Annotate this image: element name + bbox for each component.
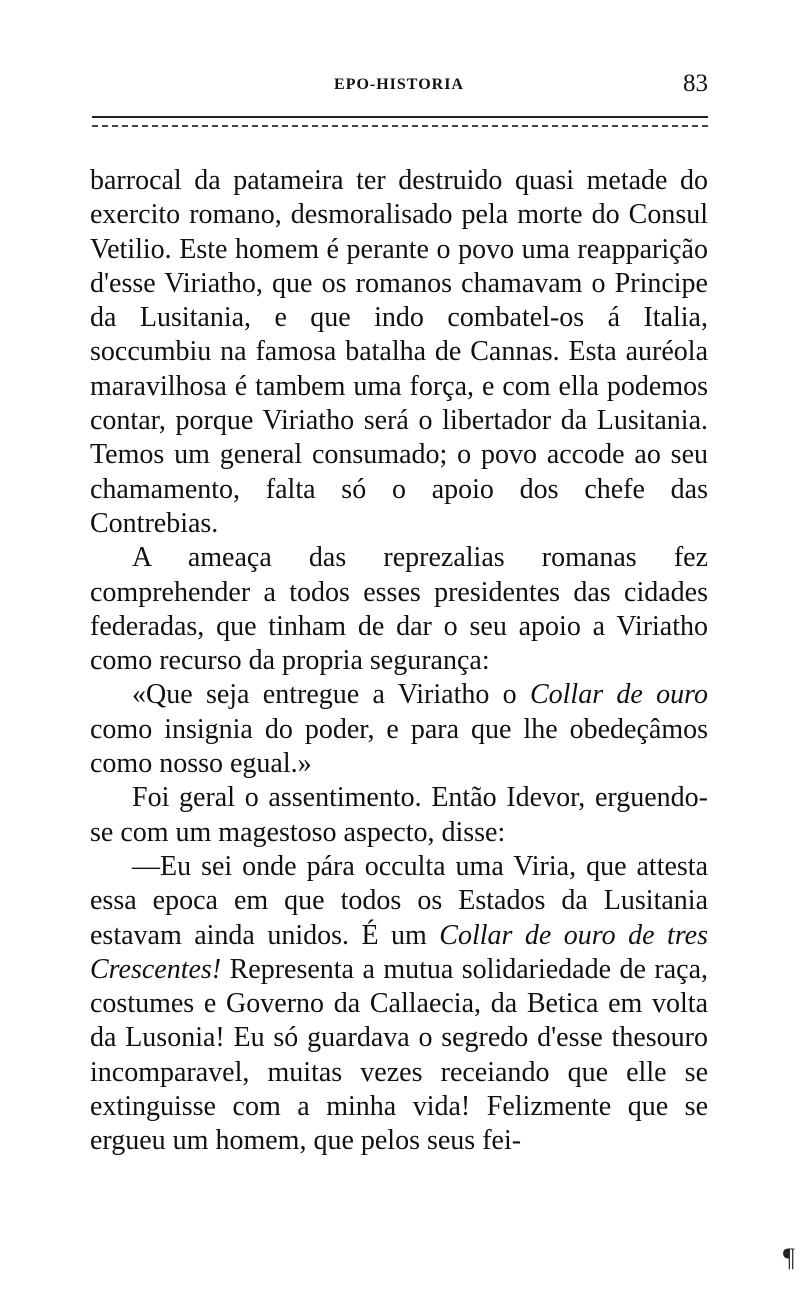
paragraph-4 [90, 781, 708, 850]
text-line: como nosso egual.» [90, 748, 312, 780]
text-line: com ella podemos contar, porque Viriatho será o li [90, 370, 708, 437]
speech-paragraph [90, 850, 708, 1159]
text-line: em volta da Lusonia! Eu só guardava o segredo [90, 988, 708, 1054]
text-line: tania estavam ainda unidos. É um [90, 885, 708, 951]
text-line: hender a todos esses presidentes das cidades fede [90, 576, 708, 642]
italic-title: Collar de ouro de [439, 919, 655, 951]
text-line: testa essa epoca em que todos os Estados da Lusi [90, 850, 708, 917]
running-title: EPO-HISTORIA [334, 76, 464, 93]
text-line: Esta auréola maravilhosa é tambem uma força, e [90, 336, 708, 402]
text-line: apoio dos chefe das Contrebias. [90, 473, 709, 539]
italic-title: Collar de ouro [529, 679, 708, 711]
text-line: bertador da Lusitania. Temos um general consuma [90, 405, 708, 471]
page-number: 83 [683, 70, 708, 97]
text-line: reapparição d'esse Viriatho, que os romanos chama [90, 233, 708, 299]
text-line: como insignia do poder, e para que lhe obedeçâmos [90, 713, 708, 745]
margin-mark: ¶ [783, 1243, 795, 1272]
text-line: do-se com um magestoso aspecto, disse: [90, 782, 708, 848]
text-line: do; o povo accode ao seu chamamento, falta só o [90, 439, 708, 505]
text-line: de raça, costumes e Governo da Callaecia, da Betica [90, 953, 709, 1020]
text-line: —Eu sei onde pára occulta uma Viria, que at [132, 850, 657, 882]
text-line: Representa a mutua solidariedade [221, 953, 612, 985]
text-line: A ameaça das reprezalias romanas fez compre [90, 542, 708, 608]
text-line: mente que se ergueu um homem, que pelos seus fei- [90, 1091, 709, 1157]
quote-paragraph [90, 678, 708, 781]
text-line: d'esse thesouro incomparavel, muitas vezes receian [90, 1022, 708, 1088]
italic-title: tres Crescentes! [90, 919, 709, 985]
text-line: Consul Vetilio. Este homem é perante o povo uma [90, 199, 708, 265]
header-rule [92, 116, 708, 118]
page-body [90, 164, 708, 1159]
text-line: «Que seja entregue a Viriatho o [132, 679, 530, 711]
text-line: vam o Principe da Lusitania, e que indo combatel-os [90, 267, 708, 334]
text-line: Foi geral o assentimento. Então Idevor, erguen [132, 782, 671, 814]
paragraph-1 [90, 164, 708, 541]
page-header [90, 70, 708, 104]
text-line: barrocal da patameira ter destruido quasi metade [90, 165, 668, 196]
text-line: do exercito romano, desmoralisado pela morte do [90, 165, 708, 231]
paragraph-2 [90, 541, 708, 678]
text-line: á Italia, soccumbiu na famosa batalha de Cannas. [90, 302, 708, 368]
text-line: do que elle se extinguisse com a minha vida! Feliz [90, 1056, 709, 1123]
text-line: radas, que tinham de dar o seu apoio a Viriatho [138, 610, 708, 642]
text-line: como recurso da propria segurança: [90, 645, 490, 677]
header-rule-dashed [92, 125, 708, 127]
